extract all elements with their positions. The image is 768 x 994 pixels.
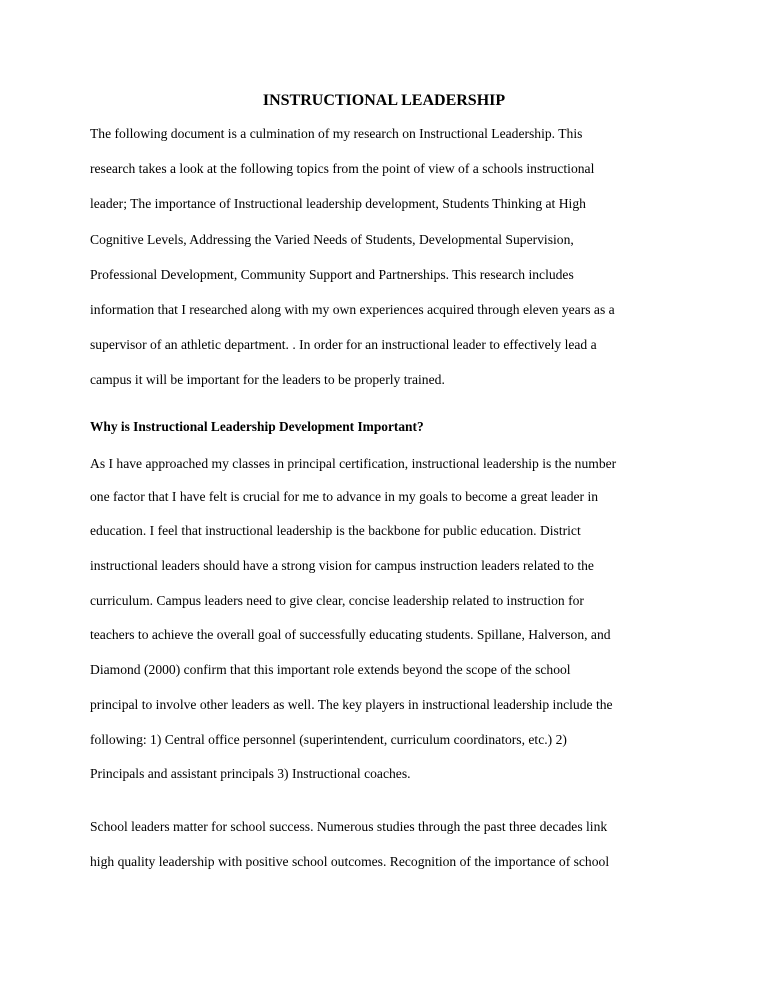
- section-line: curriculum. Campus leaders need to give clear, concise leadership related to instruction for: [90, 593, 584, 608]
- intro-line: supervisor of an athletic department. . In order for an instructional leader to effectively lead a: [90, 337, 597, 352]
- closing-line: high quality leadership with positive school outcomes. Recognition of the importance of school: [90, 854, 610, 869]
- intro-line: information that I researched along with my own experiences acquired through eleven years as a: [90, 302, 615, 317]
- document-title: INSTRUCTIONAL LEADERSHIP: [262, 92, 506, 109]
- section-line: following: 1) Central office personnel (superintendent, curriculum coordinators, etc.) 2): [90, 732, 567, 747]
- intro-line: campus it will be important for the leaders to be properly trained.: [90, 372, 445, 387]
- section-line: Principals and assistant principals 3) Instructional coaches.: [90, 766, 411, 781]
- section-line: As I have approached my classes in principal certification, instructional leadership is the number: [90, 456, 617, 471]
- section-line: one factor that I have felt is crucial for me to advance in my goals to become a great leader in: [90, 489, 599, 504]
- section-heading: Why is Instructional Leadership Development Important?: [90, 419, 424, 434]
- section-line: education. I feel that instructional leadership is the backbone for public education. District: [90, 523, 581, 538]
- section-line: principal to involve other leaders as well. The key players in instructional leadership include the: [90, 697, 613, 712]
- intro-line: Cognitive Levels, Addressing the Varied Needs of Students, Developmental Supervision,: [90, 232, 574, 247]
- intro-line: leader; The importance of Instructional leadership development, Students Thinking at High: [90, 196, 586, 211]
- section-line: Diamond (2000) confirm that this important role extends beyond the scope of the school: [90, 662, 571, 677]
- section-line: teachers to achieve the overall goal of successfully educating students. Spillane, Halverson, and: [90, 627, 611, 642]
- intro-line: The following document is a culmination of my research on Instructional Leadership. This: [90, 126, 583, 141]
- intro-line: research takes a look at the following topics from the point of view of a schools instructional: [90, 161, 595, 176]
- closing-line: School leaders matter for school success. Numerous studies through the past three decades link: [90, 819, 608, 834]
- intro-line: Professional Development, Community Support and Partnerships. This research includes: [90, 267, 574, 282]
- section-line: instructional leaders should have a strong vision for campus instruction leaders related to the: [90, 558, 594, 573]
